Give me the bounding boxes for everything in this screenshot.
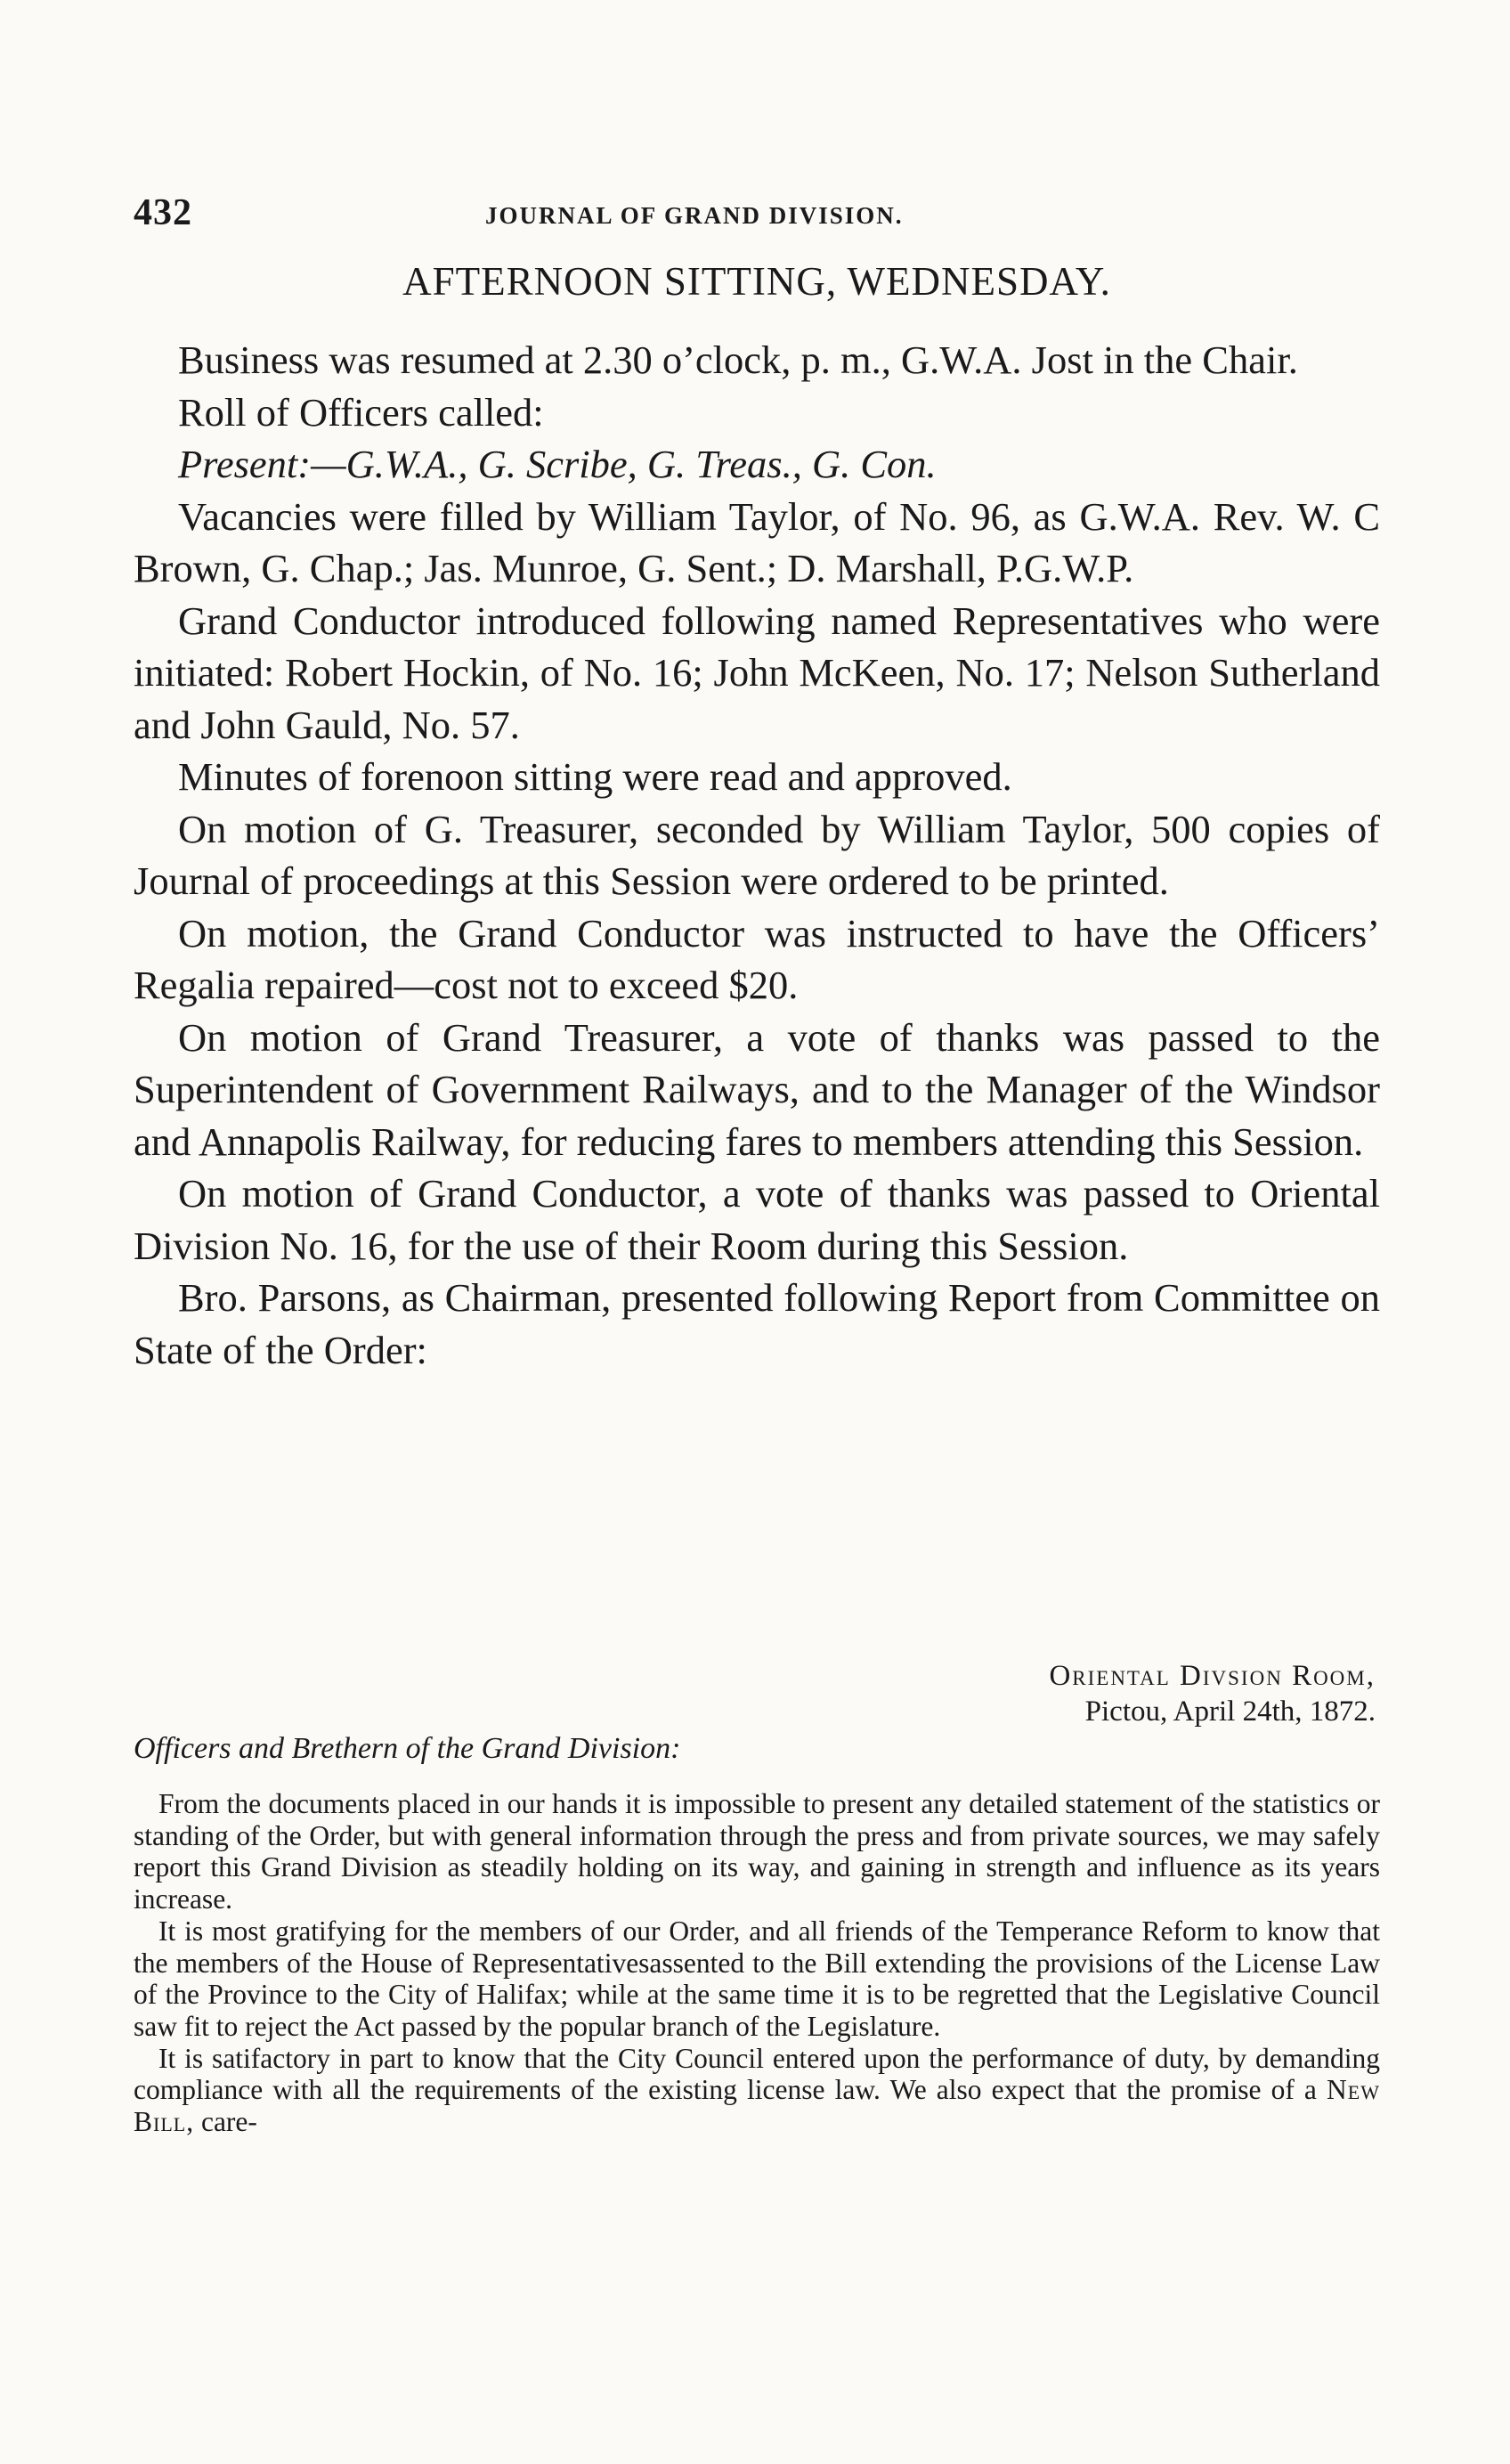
page-number: 432 <box>134 192 192 233</box>
paragraph-report-presented: Bro. Parsons, as Chairman, presented following Report from Committee on State of the Order: <box>134 1275 1380 1372</box>
report-body <box>134 1788 1380 2138</box>
paragraph-minutes-approved: Minutes of forenoon sitting were read and approved. <box>178 754 1012 799</box>
paragraph-oriental-thanks: On motion of Grand Conductor, a vote of thanks was passed to Oriental Division No. 16, for the use of their Room during this Session. <box>134 1171 1380 1268</box>
report-paragraph-city-council <box>134 2043 1380 2138</box>
report-paragraph-documents: From the documents placed in our hands it is impossible to present any detailed statement of the statistics or standing of the Order, but with general information through the press and from private sources, we may safely report this Grand Division as steadily holding on its way, and gaining in strength and influence as its years increase. <box>134 1788 1380 1915</box>
report-address <box>134 1658 1376 1729</box>
paragraph-journal-copies: On motion of G. Treasurer, seconded by William Taylor, 500 copies of Journal of proceedings at this Session were ordered to be printed. <box>134 806 1380 903</box>
address-place: Oriental Divsion Room, <box>1049 1660 1376 1692</box>
paragraph-vacancies: Vacancies were filled by William Taylor, of No. 96, as G.W.A. Rev. W. C Brown, G. Chap.; Jas. Munroe, G. Sent.; D. Marshall, P.G.W.P. <box>134 493 1380 590</box>
salutation: Officers and Brethern of the Grand Division: <box>134 1732 681 1765</box>
minutes-body <box>134 334 1380 1376</box>
running-head: JOURNAL OF GRAND DIVISION. <box>485 202 904 229</box>
paragraph-present: Present:—G.W.A., G. Scribe, G. Treas., G. Con. <box>178 442 937 486</box>
section-title: AFTERNOON SITTING, WEDNESDAY. <box>402 259 1111 304</box>
paragraph-representatives: Grand Conductor introduced following named Representatives who were initiated: Robert Hockin, of No. 16; John McKeen, No. 17; Nelson Sutherland and John Gauld, No. 57. <box>134 598 1380 747</box>
report-text-end: care- <box>194 2106 257 2138</box>
page-header <box>134 191 1380 245</box>
paragraph-business-resumed: Business was resumed at 2.30 o’clock, p. m., G.W.A. Jost in the Chair. <box>178 337 1298 382</box>
address-date: Pictou, April 24th, 1872. <box>1084 1696 1376 1728</box>
new-bill-text: New Bill, <box>134 2074 1380 2138</box>
paragraph-regalia: On motion, the Grand Conductor was instructed to have the Officers’ Regalia repaired—cost not to exceed $20. <box>134 910 1380 1007</box>
paragraph-railway-thanks: On motion of Grand Treasurer, a vote of thanks was passed to the Superintendent of Government Railways, and to the Manager of the Windsor and Annapolis Railway, for reducing fares to members attending this Session. <box>134 1014 1380 1164</box>
report-paragraph-license-law: It is most gratifying for the members of our Order, and all friends of the Temperance Reform to know that the members of the House of Representativesassented to the Bill extending the provisions of the License Law of the Province to the City of Halifax; while at the same time it is to be regretted that the Legislative Council saw fit to reject the Act passed by the popular branch of the Legislature. <box>134 1915 1380 2042</box>
paragraph-roll-called: Roll of Officers called: <box>178 389 544 435</box>
report-text-start: It is satifactory in part to know that the City Council entered upon the performance of duty, by demanding compliance with all the requirements of the existing license law. We also expect that the promise of a <box>134 2042 1380 2106</box>
